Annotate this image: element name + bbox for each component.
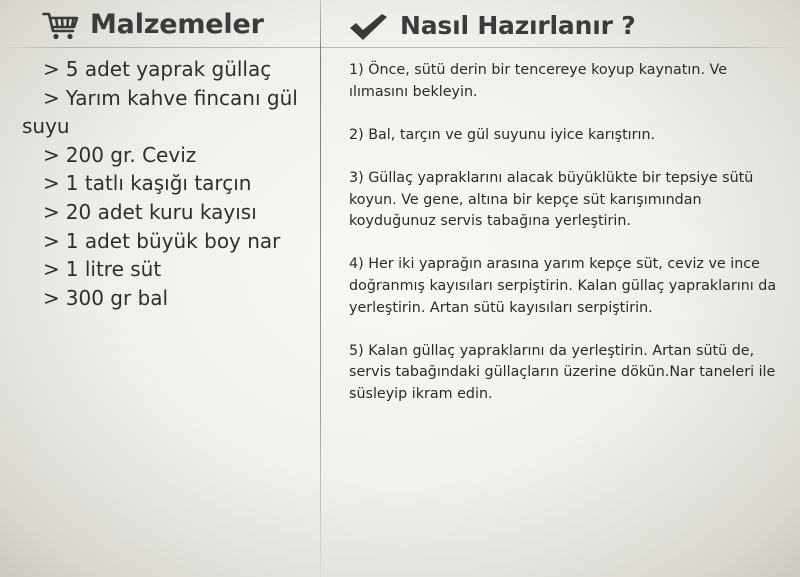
ingredient-item: > 1 tatlı kaşığı tarçın (43, 171, 252, 196)
ingredients-header (0, 0, 320, 50)
method-step: 3) Güllaç yapraklarını alacak büyüklükte bir tepsiye sütü koyun. Ve gene, altına bir kepçe süt karışımından koyduğunuz servis tabağına yerleştirin. (349, 169, 754, 230)
ingredient-item: > 5 adet yaprak güllaç (43, 57, 272, 81)
method-step: 2) Bal, tarçın ve gül suyunu iyice karıştırın. (349, 126, 656, 143)
ingredients-title: Malzemeler (90, 9, 264, 40)
shopping-cart-icon (42, 11, 80, 41)
method-step: 1) Önce, sütü derin bir tencereye koyup kaynatın. Ve ılımasını bekleyin. (349, 62, 728, 100)
column-divider (320, 0, 321, 577)
ingredient-item: > 20 adet kuru kayısı (43, 199, 257, 224)
ingredient-item: > Yarım kahve fincanı gül suyu (22, 85, 298, 139)
method-steps (349, 60, 779, 427)
method-title: Nasıl Hazırlanır ? (400, 11, 636, 40)
ingredient-item: > 1 litre süt (43, 257, 162, 282)
ingredient-item: > 200 gr. Ceviz (43, 142, 197, 167)
method-step: 5) Kalan güllaç yapraklarını da yerleştirin. Artan sütü de, servis tabağındaki güllaçların üzerine dökün.Nar taneleri ile süsleyip ikram edin. (349, 342, 776, 402)
checkmark-icon (348, 12, 388, 42)
header-divider (0, 47, 800, 48)
ingredient-item: > 300 gr bal (43, 285, 169, 310)
method-header (322, 0, 800, 50)
method-step: 4) Her iki yaprağın arasına yarım kepçe süt, ceviz ve ince doğranmış kayısıları serpiştirin. Kalan güllaç yapraklarını da yerleştirin. Artan sütü kayısıları serpiştirin. (349, 256, 777, 316)
ingredient-item: > 1 adet büyük boy nar (43, 228, 281, 253)
ingredients-list (22, 55, 312, 312)
